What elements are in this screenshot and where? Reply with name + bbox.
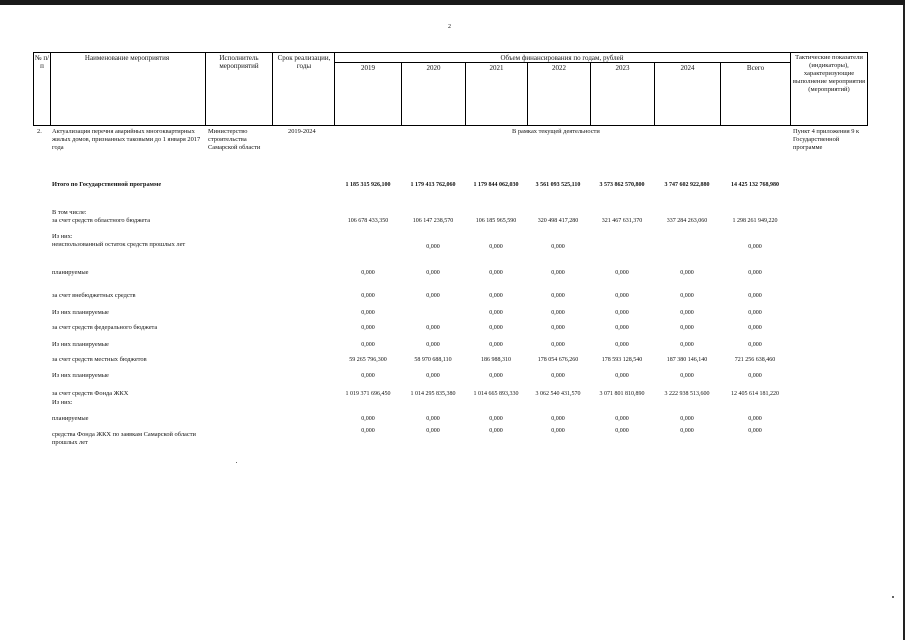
row2-name: Актуализация перечня аварийных многоквартирных жилых домов, признанных таковыми до 1 января 2017 года (52, 128, 201, 151)
row2-indicator: Пункт 4 приложения 9 к Государственной программе (793, 128, 860, 151)
row-year-value: 0,000 (489, 373, 503, 379)
header-year: 2021 (489, 64, 504, 72)
row-total-value: 0,000 (748, 373, 762, 379)
scan-speck (236, 462, 237, 463)
header-year: 2019 (361, 64, 375, 72)
row-label: Из них планируемые (52, 309, 109, 316)
row-year-value: 106 678 433,350 (347, 218, 389, 224)
row-total-value: 14 425 132 768,980 (731, 182, 779, 188)
row-year-value: 0,000 (615, 270, 629, 276)
row-year-value: 0,000 (361, 293, 375, 299)
row-year-value: 0,000 (615, 293, 629, 299)
row-year-value: 0,000 (426, 325, 440, 331)
row-year-value: 0,000 (489, 325, 503, 331)
header-year: 2022 (552, 64, 566, 72)
header-name: Наименование мероприятия (84, 54, 170, 62)
row-label: Из них: (52, 233, 73, 240)
row-year-value: 0,000 (615, 325, 629, 331)
row-year-value: 3 222 938 513,600 (664, 391, 710, 397)
row-label: за счет средств местных бюджетов (52, 356, 147, 363)
row-year-value: 0,000 (361, 270, 375, 276)
header-year: 2020 (426, 64, 441, 72)
row-year-value: 0,000 (361, 342, 375, 348)
header-executor: Исполнитель мероприятий (219, 54, 259, 70)
row-year-value: 0,000 (426, 342, 440, 348)
row-year-value: 3 071 801 810,890 (599, 391, 645, 397)
row-year-value: 3 561 093 525,110 (535, 182, 581, 188)
scan-speck (892, 596, 894, 598)
row-year-value: 0,000 (489, 342, 503, 348)
row-year-value: 0,000 (361, 416, 375, 422)
row2-funding: В рамках текущей деятельности (512, 128, 600, 135)
row-label: неиспользованный остаток средств прошлых лет (52, 241, 186, 248)
row-year-value: 0,000 (426, 293, 440, 299)
row-total-value: 0,000 (748, 244, 762, 250)
row-year-value: 0,000 (551, 428, 565, 434)
row-year-value: 0,000 (489, 310, 503, 316)
header-indicators: Тактические показатели (индикаторы), характеризующие выполнение мероприятия (мероприятий) (792, 54, 866, 93)
row-year-value: 0,000 (680, 342, 694, 348)
row-year-value: 0,000 (680, 310, 694, 316)
row-year-value: 0,000 (361, 373, 375, 379)
row-year-value: 0,000 (426, 416, 440, 422)
row-year-value: 187 380 146,140 (666, 357, 708, 363)
row-year-value: 0,000 (551, 373, 565, 379)
row-year-value: 0,000 (615, 416, 629, 422)
row-total-value: 0,000 (748, 428, 762, 434)
row-year-value: 0,000 (551, 293, 565, 299)
row-label: Из них планируемые (52, 372, 109, 379)
page-number: 2 (448, 24, 451, 30)
row-year-value: 0,000 (426, 270, 440, 276)
row-year-value: 0,000 (615, 342, 629, 348)
row-total-value: 0,000 (748, 310, 762, 316)
row-year-value: 0,000 (680, 428, 694, 434)
row-year-value: 0,000 (615, 373, 629, 379)
header-total: Всего (746, 64, 765, 72)
row-year-value: 0,000 (489, 428, 503, 434)
row-total-value: 0,000 (748, 293, 762, 299)
row-year-value: 0,000 (680, 270, 694, 276)
row-label: за счет средств федерального бюджета (52, 324, 158, 331)
row-label: планируемые (52, 415, 89, 422)
row-year-value: 0,000 (680, 416, 694, 422)
row-total-value: 0,000 (748, 416, 762, 422)
row-year-value: 0,000 (551, 310, 565, 316)
row-year-value: 0,000 (361, 325, 375, 331)
row-year-value: 0,000 (680, 373, 694, 379)
row-year-value: 178 054 676,260 (537, 357, 579, 363)
row-year-value: 0,000 (426, 373, 440, 379)
header-year: 2023 (615, 64, 630, 72)
row-year-value: 1 014 665 893,330 (473, 391, 519, 397)
row-year-value: 0,000 (680, 293, 694, 299)
scan-top-border (0, 0, 905, 5)
row-year-value: 321 467 631,370 (601, 218, 643, 224)
header-period: Срок реализации, годы (277, 54, 331, 70)
row-total-value: 0,000 (748, 325, 762, 331)
row-year-value: 1 014 295 835,380 (410, 391, 456, 397)
row-year-value: 1 179 844 062,030 (473, 182, 519, 188)
row-year-value: 0,000 (615, 310, 629, 316)
row-label: за счет средств областного бюджета (52, 217, 151, 224)
row-year-value: 1 185 315 926,100 (345, 182, 391, 188)
row-year-value: 0,000 (551, 416, 565, 422)
row-year-value: 0,000 (361, 310, 375, 316)
row-year-value: 58 970 688,110 (414, 357, 452, 363)
row-year-value: 3 747 602 922,880 (664, 182, 710, 188)
row-label: Итого по Государственной программе (52, 181, 162, 188)
row2-num: 2. (37, 128, 42, 135)
row-year-value: 3 573 862 570,800 (599, 182, 645, 188)
row-year-value: 0,000 (551, 342, 565, 348)
row-year-value: 0,000 (680, 325, 694, 331)
row-year-value: 0,000 (551, 270, 565, 276)
row-year-value: 320 498 417,280 (537, 218, 579, 224)
row-label: Из них планируемые (52, 341, 109, 348)
row-label: Из них: (52, 399, 73, 406)
row-year-value: 337 284 263,060 (666, 218, 708, 224)
row-total-value: 0,000 (748, 342, 762, 348)
row2-period: 2019-2024 (288, 128, 316, 135)
header-funding: Объем финансирования по годам, рублей (500, 54, 624, 62)
row2-executor: Министерство строительства Самарской области (208, 128, 261, 151)
row-year-value: 0,000 (551, 325, 565, 331)
row-year-value: 0,000 (551, 244, 565, 250)
row-year-value: 1 179 413 762,060 (410, 182, 456, 188)
row-year-value: 1 019 371 696,450 (345, 391, 391, 397)
row-label: планируемые (52, 269, 89, 276)
header-num: № п/п (34, 54, 50, 70)
row-year-value: 3 062 540 431,570 (535, 391, 581, 397)
row-year-value: 0,000 (489, 270, 503, 276)
row-total-value: 0,000 (748, 270, 762, 276)
row-total-value: 1 298 261 949,220 (732, 218, 778, 224)
row-year-value: 106 185 965,590 (475, 218, 517, 224)
row-label: В том числе: (52, 209, 87, 216)
row-year-value: 0,000 (489, 244, 503, 250)
row-label: за счет внебюджетных средств (52, 292, 136, 299)
header-year: 2024 (680, 64, 695, 72)
row-year-value: 0,000 (615, 428, 629, 434)
row-year-value: 106 147 238,570 (412, 218, 454, 224)
row-year-value: 0,000 (426, 244, 440, 250)
row-year-value: 186 988,310 (481, 357, 511, 363)
row-year-value: 0,000 (361, 428, 375, 434)
row-label: средства Фонда ЖКХ по заявкам Самарской области прошлых лет (52, 431, 196, 446)
row-total-value: 721 256 638,460 (734, 357, 776, 363)
row-year-value: 59 265 796,300 (349, 357, 387, 363)
row-year-value: 0,000 (426, 428, 440, 434)
row-label: за счет средств Фонда ЖКХ (52, 390, 129, 397)
row-year-value: 0,000 (489, 416, 503, 422)
row-year-value: 178 593 128,540 (601, 357, 643, 363)
row-total-value: 12 405 614 181,220 (731, 391, 779, 397)
row-year-value: 0,000 (489, 293, 503, 299)
